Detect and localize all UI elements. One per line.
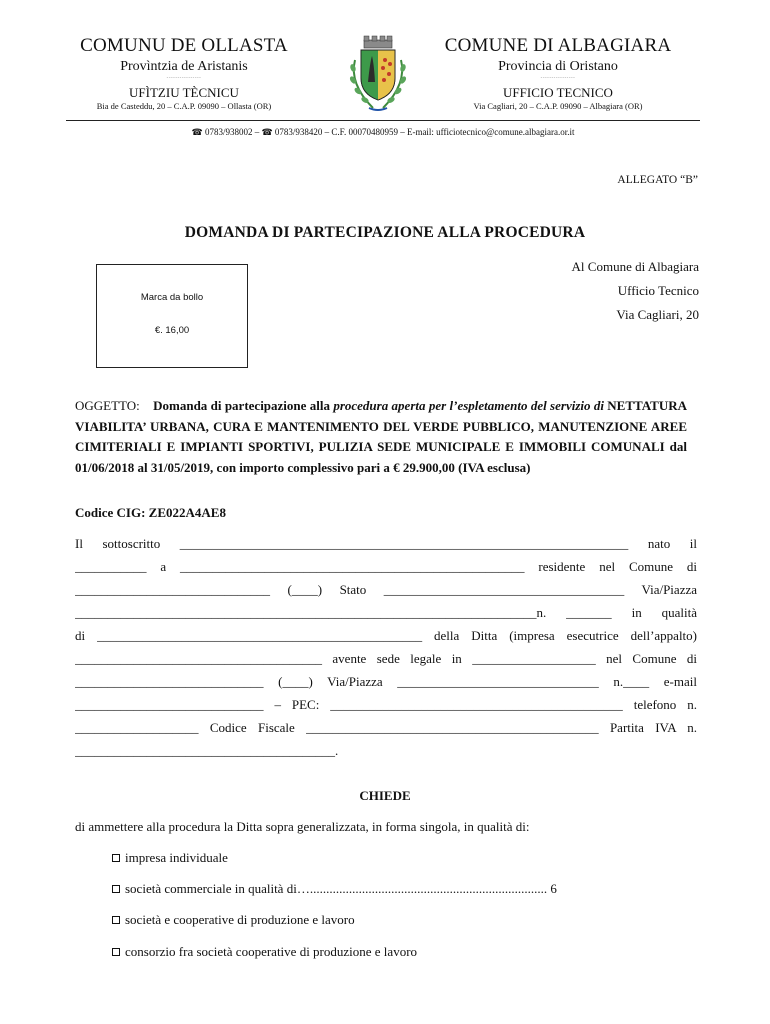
form-line-3[interactable]: ______________________________ (____) Stato _____________________________________ Via/Piazza bbox=[75, 582, 697, 597]
form-line-7[interactable]: _____________________________ (____) Via/Piazza _______________________________ n.____ e-mail bbox=[75, 674, 697, 689]
subject-paragraph bbox=[75, 396, 687, 478]
subject-label: OGGETTO: bbox=[75, 398, 140, 413]
option-label: società e cooperative di produzione e lavoro bbox=[125, 912, 355, 927]
cig-code: Codice CIG: ZE022A4AE8 bbox=[75, 505, 226, 520]
recipient-line-3: Via Cagliari, 20 bbox=[616, 307, 699, 322]
request-intro: di ammettere alla procedura la Ditta sopra generalizzata, in forma singola, in qualità di: bbox=[75, 819, 530, 834]
subject-body: NETTATURA VIABILITA’ URBANA, CURA E MANTENIMENTO DEL VERDE PUBBLICO, MANUTENZIONE AREE CIMITERIALI E IMPIANTI SPORTIVI, PULIZIA SEDE MUNICIPALE E IMMOBILI COMUNALI dal 01/06/2018 al 31/05/2019, con importo complessivo pari a € 29.900,00 (IVA esclusa) bbox=[75, 398, 687, 475]
form-line-9[interactable]: ___________________ Codice Fiscale _____________________________________________ Partita IVA n. bbox=[75, 720, 697, 735]
attachment-label: ALLEGATO “B” bbox=[617, 174, 698, 186]
subject-lead: Domanda di partecipazione alla bbox=[153, 398, 330, 413]
document-title: DOMANDA DI PARTECIPAZIONE ALLA PROCEDURA bbox=[184, 224, 586, 241]
form-line-2[interactable]: ___________ a _____________________________________________________ residente nel Comune di bbox=[75, 559, 697, 574]
option-production-cooperatives[interactable] bbox=[112, 912, 355, 928]
right-province: Provincia di Oristano bbox=[498, 59, 618, 74]
left-province: Provìntzia de Aristanis bbox=[120, 59, 248, 74]
form-line-5[interactable]: di __________________________________________________ della Ditta (impresa esecutrice dell’appalto) bbox=[75, 628, 697, 643]
contact-info: ☎ 0783/938002 – ☎ 0783/938420 – C.F. 00070480959 – E-mail: ufficiotecnico@comune.albagiara.or.it bbox=[191, 127, 575, 137]
recipient-line-1: Al Comune di Albagiara bbox=[571, 259, 699, 274]
option-label: società commerciale in qualità di…......................................................................... 6 bbox=[125, 881, 557, 896]
left-office: UFÌTZIU TÈCNICU bbox=[129, 85, 239, 100]
form-line-1[interactable]: Il sottoscritto _____________________________________________________________________ nato il bbox=[75, 536, 697, 551]
left-address: Bia de Casteddu, 20 – C.A.P. 09090 – Ollasta (OR) bbox=[96, 101, 272, 111]
right-municipality-name: COMUNE DI ALBAGIARA bbox=[444, 35, 672, 56]
checkbox-icon[interactable] bbox=[112, 854, 120, 862]
option-label: impresa individuale bbox=[125, 850, 228, 865]
checkbox-icon[interactable] bbox=[112, 948, 120, 956]
header-divider bbox=[66, 120, 700, 121]
request-heading: CHIEDE bbox=[359, 788, 411, 803]
option-label: consorzio fra società cooperative di produzione e lavoro bbox=[125, 944, 418, 959]
option-commercial-company[interactable] bbox=[112, 881, 557, 897]
form-line-6[interactable]: ______________________________________ avente sede legale in ___________________ nel Comune di bbox=[75, 651, 697, 666]
option-sole-proprietorship[interactable] bbox=[112, 850, 228, 866]
checkbox-icon[interactable] bbox=[112, 885, 120, 893]
recipient-line-2: Ufficio Tecnico bbox=[617, 283, 699, 298]
stamp-label: Marca da bollo bbox=[140, 292, 204, 303]
option-cooperative-consortium[interactable] bbox=[112, 944, 417, 960]
stamp-box bbox=[96, 264, 248, 368]
checkbox-icon[interactable] bbox=[112, 916, 120, 924]
form-line-8[interactable]: _____________________________ – PEC: _____________________________________________ telefono n. bbox=[75, 697, 697, 712]
right-separator: ---------------- bbox=[540, 76, 576, 81]
form-line-10[interactable]: ________________________________________. bbox=[75, 743, 339, 758]
stamp-amount: €. 16,00 bbox=[154, 325, 190, 336]
right-address: Via Cagliari, 20 – C.A.P. 09090 – Albagiara (OR) bbox=[473, 101, 643, 111]
form-line-4[interactable]: _______________________________________________________________________n. _______ in qualità bbox=[75, 605, 697, 620]
subject-italic: procedura aperta per l’espletamento del servizio di bbox=[333, 398, 604, 413]
left-separator: ---------------- bbox=[166, 76, 202, 81]
coat-of-arms-icon bbox=[345, 34, 411, 116]
left-municipality-name: COMUNU DE OLLASTA bbox=[80, 35, 288, 56]
right-office: UFFICIO TECNICO bbox=[503, 85, 613, 100]
